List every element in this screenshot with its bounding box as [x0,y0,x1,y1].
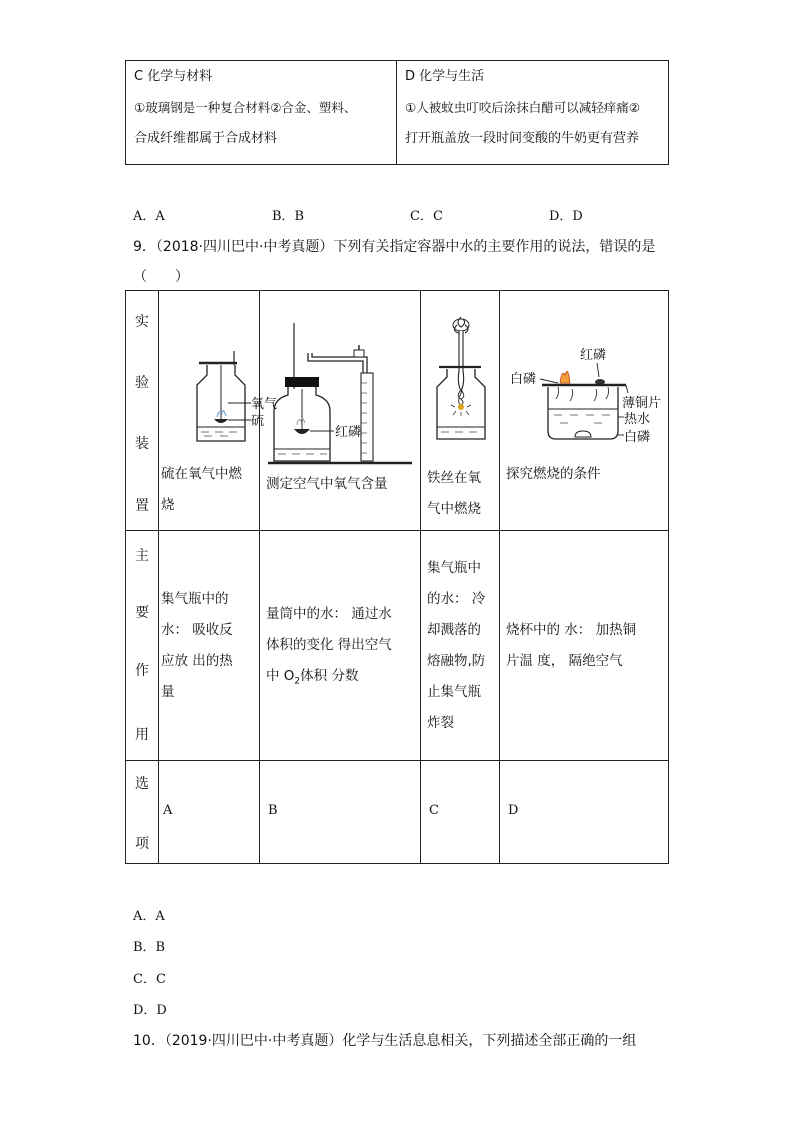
option-letter: B [268,803,278,818]
option-c-cell [421,761,500,864]
text-fragment: 体积 分数 [300,668,359,684]
apparatus-a-caption [161,459,257,521]
q9-choice-b: B．B [133,940,166,955]
q9-choice-d: D．D [133,1003,167,1018]
function-c-cell [421,531,500,761]
text-line: 体积的变化 得出空气 [266,637,392,653]
table-row [126,291,669,531]
apparatus-b-cell [260,291,421,531]
text-line: 止集气瓶 [427,684,481,700]
text-line: 的水： 冷 [427,591,486,607]
row-header-char: 验 [135,375,149,391]
caption-line: 烧 [161,497,175,513]
option-a-cell [159,761,260,864]
oxygen-content-diagram [260,291,420,471]
row-header-apparatus [126,291,159,531]
text-line: 水： 吸收反 [161,622,233,638]
q9-stem-line2: （ ） [133,269,189,285]
combustion-conditions-diagram [500,291,668,461]
label-hot-water: 热水 [624,412,651,427]
text-line: 集气瓶中 [427,560,481,576]
function-c-text [427,553,485,739]
q9-stem-line1: 9．（2018·四川巴中·中考真题）下列有关指定容器中水的主要作用的说法，错误的是 [133,239,656,255]
caption-line: 铁丝在氧 [427,470,481,486]
caption-line: 气中燃烧 [427,501,481,517]
q8-choice-c: C．C [410,209,443,224]
apparatus-c-cell [421,291,500,531]
function-b-cell [260,531,421,761]
option-b-cell [260,761,421,864]
option-d-line1: ①人被蚊虫叮咬后涂抹白醋可以减轻痒痛② [405,100,640,115]
function-d-cell [500,531,669,761]
row-header-char: 装 [135,436,149,452]
label-white-phosphorus-bottom: 白磷 [624,430,651,445]
apparatus-b-caption: 测定空气中氧气含量 [266,476,388,492]
option-c-cell [126,61,397,165]
q9-choice-a: A．A [133,909,165,924]
q8-choice-d: D．D [549,209,583,224]
text-line: 应放 出的热 [161,653,233,669]
row-header-function [126,531,159,761]
text-line: 熔融物,防 [427,653,486,669]
apparatus-d-caption: 探究燃烧的条件 [506,466,601,482]
option-letter: D [508,803,519,818]
text-line: 烧杯中的 水： 加热铜 [506,622,637,638]
function-a-text [161,584,233,708]
text-line: 炸裂 [427,715,454,731]
q9-experiment-table [125,290,669,864]
row-header-char: 要 [135,605,149,621]
q8-choice-a: A．A [133,209,165,224]
label-red-phosphorus: 红磷 [335,425,362,440]
caption-line: 硫在氧气中燃 [161,466,242,482]
label-sulfur: 硫 [251,414,265,429]
function-a-cell [159,531,260,761]
q9-choice-c: C．C [133,972,166,987]
label-copper-sheet: 薄铜片 [622,396,662,411]
q8-choice-b: B．B [272,209,305,224]
text-line: 量筒中的水： 通过水 [266,606,392,622]
row-header-char: 主 [135,548,149,564]
row-header-char: 作 [135,663,149,679]
text-line: 却溅落的 [427,622,481,638]
row-header-char: 置 [135,498,149,514]
function-b-text [266,599,392,698]
row-header-char: 实 [135,314,149,330]
apparatus-c-caption [427,463,497,525]
table-row [126,531,669,761]
label-red-phosphorus-top: 红磷 [580,348,607,363]
option-d-line2: 打开瓶盖放一段时间变酸的牛奶更有营养 [405,131,640,146]
option-d-cell [500,761,669,864]
function-d-text [506,615,636,677]
option-c-line2: 合成纤维都属于合成材料 [134,131,278,146]
text-line: 量 [161,684,175,700]
option-d-cell [397,61,669,165]
option-d-title: D 化学与生活 [405,69,485,84]
row-header-char: 用 [135,727,149,743]
table-row [126,761,669,864]
text-line [266,661,392,698]
label-oxygen: 氧气 [251,397,278,412]
subscript-2: 2 [294,676,301,687]
q10-stem: 10．（2019·四川巴中·中考真题）化学与生活息息相关，下列描述全部正确的一组 [133,1033,637,1049]
option-letter: C [429,803,439,818]
option-letter: A [163,803,173,818]
text-line: 片温 度， 隔绝空气 [506,653,623,669]
text-line: 集气瓶中的 [161,591,229,607]
row-header-char: 选 [135,776,149,792]
row-header-option [126,761,159,864]
label-white-phosphorus-top: 白磷 [510,372,537,387]
option-c-title: C 化学与材料 [134,69,213,84]
apparatus-a-cell [159,291,278,531]
q8-options-table [125,60,669,165]
iron-wire-combustion-diagram [421,291,499,451]
apparatus-d-cell [500,291,669,531]
sulfur-combustion-diagram [159,291,278,441]
option-c-line1: ①玻璃钢是一种复合材料②合金、塑料、 [134,100,357,115]
text-fragment: 中 O [266,668,295,684]
row-header-char: 项 [135,836,149,852]
